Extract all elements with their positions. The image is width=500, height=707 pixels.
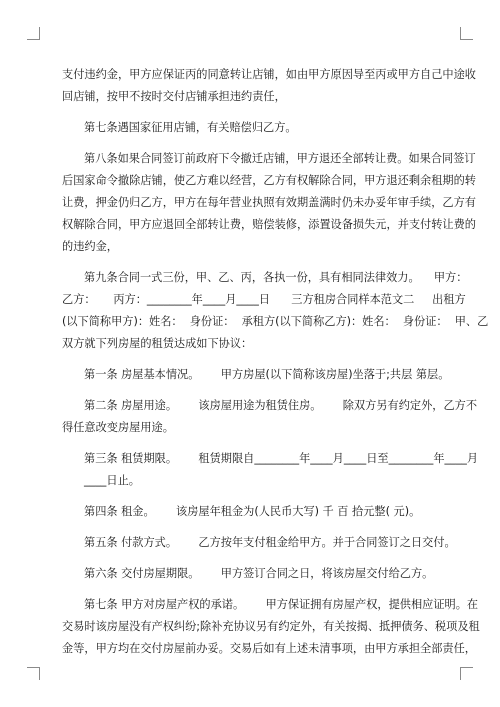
paragraph-rent xyxy=(62,501,440,523)
paragraph-lease-term xyxy=(62,448,479,492)
paragraph-payment xyxy=(62,532,456,554)
text-line: 第五条 付款方式。 乙方按年支付租金给甲方。并于合同签订之日交付。 xyxy=(84,536,456,549)
crop-mark-top-right xyxy=(460,27,473,40)
text-line: 让费，押金仍归乙方，甲方在每年营业执照有效期盖满时仍未办妥年审手续，乙方有 xyxy=(62,196,476,209)
text-line: (以下简称甲方)：姓名： 身份证： 承租方(以下简称乙方)：姓名： 身份证： 甲、乙 xyxy=(62,315,489,328)
text-line: 后国家命令撤除店铺，使乙方难以经营，乙方有权解除合同，甲方退还剩余租期的转 xyxy=(62,174,476,187)
text-line: ____日止。 xyxy=(84,474,140,487)
text-line: 第八条如果合同签订前政府下令撤迁店铺，甲方退还全部转让费。如果合同签订 xyxy=(84,152,476,165)
text-line: 乙方： 丙方：________年____月____日 三方租房合同样本范文二 出租方 xyxy=(62,293,466,306)
crop-mark-bottom-right xyxy=(460,667,473,680)
paragraph-article-9 xyxy=(62,267,489,355)
paragraph-continuation xyxy=(62,64,476,108)
crop-mark-top-left xyxy=(27,27,40,40)
text-line: 交易时该房屋没有产权纠纷;除补充协议另有约定外，有关按揭、抵押债务、税项及租 xyxy=(62,620,480,633)
text-line: 第七条 甲方对房屋产权的承诺。 甲方保证拥有房屋产权，提供相应证明。在 xyxy=(84,598,479,611)
text-line: 的违约金， xyxy=(62,240,118,253)
text-line: 第三条 租赁期限。 租赁期限自________年____月____日至________年____月 xyxy=(84,452,479,465)
paragraph-ownership xyxy=(62,594,480,660)
text-line: 支付违约金，甲方应保证丙的同意转让店铺，如由甲方原因导至丙或甲方自己中途收 xyxy=(62,68,476,81)
document-page xyxy=(62,64,489,660)
text-line: 第一条 房屋基本情况。 甲方房屋(以下简称该房屋)坐落于;共层 第层。 xyxy=(84,368,450,381)
paragraph-house-info xyxy=(62,364,450,386)
text-line: 金等，甲方均在交付房屋前办妥。交易后如有上述未清事项，由甲方承担全部责任， xyxy=(62,642,476,655)
paragraph-article-8 xyxy=(62,148,476,258)
paragraph-delivery xyxy=(62,563,440,585)
crop-mark-bottom-left xyxy=(27,667,40,680)
text-line: 回店铺，按甲不按时交付店铺承担违约责任， xyxy=(62,90,286,103)
text-line: 双方就下列房屋的租赁达成如下协议： xyxy=(62,337,253,350)
text-line: 第七条遇国家征用店铺，有关赔偿归乙方。 xyxy=(84,121,297,134)
paragraph-article-7 xyxy=(62,117,440,139)
paragraph-house-use xyxy=(62,395,478,439)
text-line: 第二条 房屋用途。 该房屋用途为租赁住房。 除双方另有约定外，乙方不 xyxy=(84,399,478,412)
text-line: 第四条 租金。 该房屋年租金为(人民币大写) 千 百 拾元整( 元)。 xyxy=(84,505,421,518)
text-line: 得任意改变房屋用途。 xyxy=(62,421,174,434)
text-line: 第六条 交付房屋期限。 甲方签订合同之日，将该房屋交付给乙方。 xyxy=(84,567,434,580)
text-line: 第九条合同一式三份，甲、乙、丙，各执一份，具有相同法律效力。 甲方： xyxy=(84,271,468,284)
text-line: 权解除合同，甲方应退回全部转让费，赔偿装修，添置设备损失元，并支付转让费的 xyxy=(62,218,476,231)
